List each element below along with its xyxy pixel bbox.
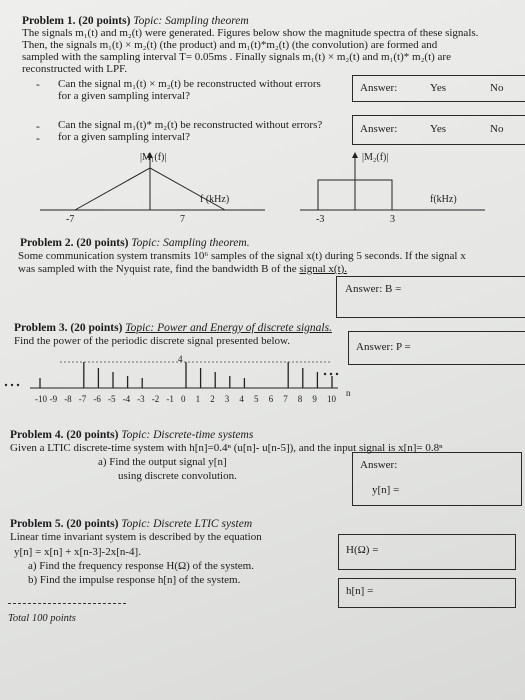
p5-hw-label: H(Ω) =: [346, 544, 379, 556]
spectrum2-axis-arrow: [352, 152, 358, 158]
p3-tick-label: 7: [283, 394, 288, 404]
spectrum1-tick-pos: 7: [180, 214, 185, 225]
spectrum1-axis-label: f (kHz): [200, 194, 230, 205]
p4-topic: Topic: Discrete-time systems: [121, 429, 254, 441]
p3-signal-plot: [0, 350, 340, 400]
p4-yn-label: y[n] =: [372, 484, 400, 496]
p3-continuation-dot: [17, 384, 19, 386]
p1-q2-line2: for a given sampling interval?: [58, 131, 190, 143]
p3-stem-group: [40, 362, 332, 388]
p3-title: [14, 322, 332, 335]
p4-qa: a) Find the output signal y[n]: [98, 456, 227, 468]
p1-heading: Problem 1. (20 points): [22, 15, 131, 27]
p5-heading: Problem 5. (20 points): [10, 518, 119, 530]
p3-continuation-dot: [324, 373, 326, 375]
p3-continuation-dot: [330, 373, 332, 375]
p5-line2: y[n] = x[n] + x[n-3]-2x[n-4].: [14, 546, 141, 558]
p3-tick-label: 0: [181, 394, 186, 404]
total-divider: [8, 603, 126, 604]
p3-tick-label: -6: [93, 394, 101, 404]
p3-tick-label: 5: [254, 394, 259, 404]
p5-hn-label: h[n] =: [346, 585, 374, 597]
p3-tick-label: 3: [224, 394, 230, 404]
p1-q1-line1: Can the signal m₁(t) × m₂(t) be reconstructed without errors: [58, 78, 321, 90]
p3-tick-label: 6: [268, 394, 274, 404]
p5-qa: a) Find the frequency response H(Ω) of the system.: [28, 560, 254, 572]
p1-q1-bullet: -: [36, 79, 40, 91]
p3-continuation-dot: [5, 384, 7, 386]
p3-tick-label: -10: [35, 394, 47, 404]
p1-q1-yes-option[interactable]: Yes: [430, 82, 447, 94]
p3-tick-label: 10: [327, 394, 336, 404]
p2-heading: Problem 2. (20 points): [20, 237, 129, 249]
p3-axis-label: n: [346, 388, 351, 398]
p1-q1-answer-label: Answer:: [360, 82, 398, 94]
p3-tick-label: 1: [195, 394, 201, 404]
p2-topic: Topic: Sampling theorem.: [131, 237, 250, 249]
p3-continuation-dot: [336, 373, 338, 375]
p5-qb: b) Find the impulse response h[n] of the system.: [28, 574, 241, 586]
p3-tick-label: 9: [312, 394, 317, 404]
p1-line1: The signals m₁(t) and m₂(t) were generated. Figures below show the magnitude spectra of these signals.: [22, 27, 479, 39]
p1-q2-answer-label: Answer:: [360, 123, 398, 135]
p3-tick-label: -4: [122, 394, 131, 404]
p3-tick-label: -2: [151, 394, 160, 404]
p3-heading: Problem 3. (20 points): [14, 322, 123, 334]
p3-tick-label: -1: [166, 394, 174, 404]
spectrum2-tick-neg: -3: [316, 214, 325, 225]
p1-line2: Then, the signals m₁(t) × m₂(t) (the product) and m₁(t)*m₂(t) (the convolution) are formed and: [22, 39, 438, 51]
p1-q2-line1: Can the signal m₁(t)* m₂(t) be reconstructed without errors?: [58, 119, 323, 131]
p3-line1: Find the power of the periodic discrete signal presented below.: [14, 335, 291, 347]
p2-title: [20, 237, 250, 250]
p2-line2-text: was sampled with the Nyquist rate, find the bandwidth B of the: [18, 263, 300, 275]
spectrum2-label: |M₂(f)|: [362, 152, 389, 163]
p4-line1: Given a LTIC discrete-time system with h[n]=0.4ⁿ (u[n]- u[n-5]), and the input signal is x[n]= 0.8ⁿ: [10, 442, 443, 454]
p4-answer-label: Answer:: [360, 459, 398, 471]
p3-tick-label: -9: [49, 394, 58, 404]
p2-line2: [18, 263, 347, 276]
p3-tick-label: 4: [239, 394, 244, 404]
p5-topic: Topic: Discrete LTIC system: [121, 518, 253, 530]
p3-tick-label: -8: [64, 394, 72, 404]
p3-tick-label: -7: [78, 394, 87, 404]
p1-line3: sampled with the sampling interval T= 0.05ms . Finally signals m₁(t) × m₂(t) and m₁(t)* m₂(t) are: [22, 51, 451, 63]
p3-tick-label: 2: [210, 394, 215, 404]
p3-tick-label: -5: [108, 394, 116, 404]
p3-tick-label: -3: [137, 394, 145, 404]
p4-title: [10, 429, 253, 442]
p2-answer-label: Answer: B =: [345, 283, 402, 295]
spectrum2-axis-label: f(kHz): [430, 194, 457, 205]
spectrum1-label: |M₁(f)|: [140, 152, 167, 163]
p1-q1-no-option[interactable]: No: [490, 82, 504, 94]
p3-peak-label: 4: [178, 354, 183, 364]
p5-title: [10, 518, 252, 531]
p1-line4: reconstructed with LPF.: [22, 63, 128, 75]
p1-q2-bullet: -: [36, 121, 40, 133]
spectrum2-tick-pos: 3: [390, 214, 395, 225]
p4-heading: Problem 4. (20 points): [10, 429, 119, 441]
p3-continuation-dot: [11, 384, 13, 386]
p2-line1: Some communication system transmits 10⁶ samples of the signal x(t) during 5 seconds. If the signal x: [18, 250, 466, 262]
p1-q2-yes-option[interactable]: Yes: [430, 123, 447, 135]
p1-q2-bullet-2: -: [36, 133, 40, 145]
p1-q2-no-option[interactable]: No: [490, 123, 504, 135]
total-points: Total 100 points: [8, 613, 76, 624]
p4-qb: using discrete convolution.: [118, 470, 237, 482]
p3-topic: Topic: Power and Energy of discrete signals.: [125, 322, 332, 334]
spectrum1-tick-neg: -7: [66, 214, 75, 225]
p1-topic: Topic: Sampling theorem: [133, 15, 249, 27]
p5-line1: Linear time invariant system is described by the equation: [10, 531, 262, 543]
p1-q1-line2: for a given sampling interval?: [58, 90, 190, 102]
p3-answer-label: Answer: P =: [356, 341, 411, 353]
p3-tick-label: 8: [297, 394, 303, 404]
p2-line2-signal: signal x(t).: [299, 263, 348, 275]
